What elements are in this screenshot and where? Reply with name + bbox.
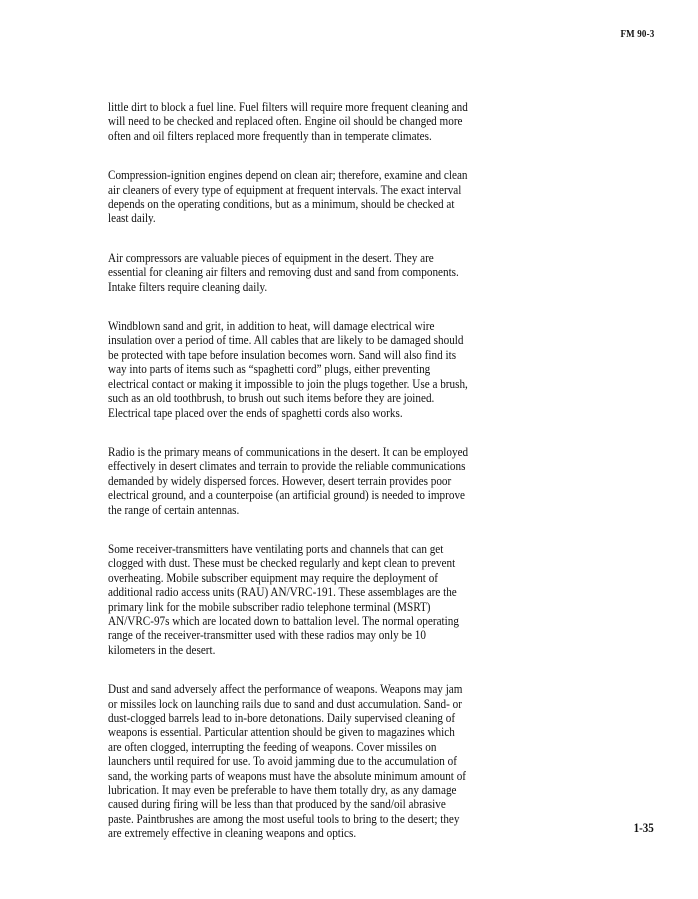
text-line: or missiles lock on launching rails due to sand and dust accumulation. Sand- or [108,695,462,711]
text-line: additional radio access units (RAU) AN/VRC-191. These assemblages are the [108,584,457,600]
text-line: depends on the operating conditions, but as a minimum, should be checked at [108,196,455,212]
text-line: often and oil filters replaced more frequently than in temperate climates. [108,127,432,143]
document-id: FM 90-3 [620,28,654,40]
text-line: Intake filters require cleaning daily. [108,278,268,294]
text-line: Electrical tape placed over the ends of spaghetti cords also works. [108,404,403,420]
text-line: Dust and sand adversely affect the performance of weapons. Weapons may jam [108,681,463,697]
text-line: overheating. Mobile subscriber equipment may require the deployment of [108,569,439,585]
body-text [108,100,556,866]
text-line: weapons is essential. Particular attention should be given to magazines which [108,724,455,740]
text-line: way into parts of items such as “spaghetti cord” plugs, either preventing [108,361,431,377]
text-line: range of the receiver-transmitter used with these radios may only be 10 [108,627,426,643]
text-line: demanded by widely dispersed forces. However, desert terrain provides poor [108,472,452,488]
text-line: essential for cleaning air filters and removing dust and sand from components. [108,264,459,280]
text-line: clogged with dust. These must be checked regularly and kept clean to prevent [108,555,456,571]
text-line: paste. Paintbrushes are among the most useful tools to bring to the desert; they [108,810,460,826]
paragraph-fuel-filters [108,100,556,143]
text-line: primary link for the mobile subscriber radio telephone terminal (MSRT) [108,598,431,614]
paragraph-receiver-transmitters [108,542,556,657]
text-line: dust-clogged barrels lead to in-bore detonations. Daily supervised cleaning of [108,710,456,725]
paragraph-windblown-sand [108,319,556,420]
text-line: air cleaners of every type of equipment at frequent intervals. The exact interval [108,181,462,197]
text-line: electrical ground, and a counterpoise (an artificial ground) is needed to improve [108,487,466,503]
text-line: will need to be checked and replaced often. Engine oil should be changed more [108,113,463,129]
text-line: Some receiver-transmitters have ventilating ports and channels that can get [108,540,444,556]
text-line: effectively in desert climates and terrain to provide the reliable communications [108,458,466,474]
paragraph-air-compressors [108,251,556,294]
text-line: least daily. [108,210,156,226]
paragraph-weapons [108,682,556,840]
text-line: Air compressors are valuable pieces of equipment in the desert. They are [108,249,434,265]
text-line: little dirt to block a fuel line. Fuel filters will require more frequent cleaning and [108,99,468,114]
text-line: be protected with tape before insulation becomes worn. Sand will also find its [108,346,457,362]
page-number: 1-35 [633,820,654,835]
text-line: caused during firing will be less than that produced by the sand/oil abrasive [108,796,446,812]
text-line: Windblown sand and grit, in addition to heat, will damage electrical wire [108,318,435,334]
text-line: are extremely effective in cleaning weapons and optics. [108,825,357,841]
text-line: are often clogged, interrupting the feeding of weapons. Cover missiles on [108,738,437,754]
text-line: electrical contact or making it impossible to join the plugs together. Use a brush, [108,375,468,391]
paragraph-radio [108,445,556,517]
paragraph-compression-ignition [108,168,556,226]
text-line: insulation over a period of time. All cables that are likely to be damaged should [108,332,464,348]
text-line: Compression-ignition engines depend on clean air; therefore, examine and clean [108,167,468,183]
text-line: the range of certain antennas. [108,501,240,517]
text-line: AN/VRC-97s which are located down to battalion level. The normal operating [108,612,459,628]
text-line: kilometers in the desert. [108,641,216,657]
text-line: Radio is the primary means of communications in the desert. It can be employed [108,443,469,459]
text-line: such as an old toothbrush, to brush out such items before they are joined. [108,390,435,406]
text-line: sand, the working parts of weapons must have the absolute minimum amount of [108,767,467,783]
text-line: launchers until required for use. To avoid jamming due to the accumulation of [108,753,457,769]
text-line: lubrication. It may even be preferable to have them totally dry, as any damage [108,782,457,798]
